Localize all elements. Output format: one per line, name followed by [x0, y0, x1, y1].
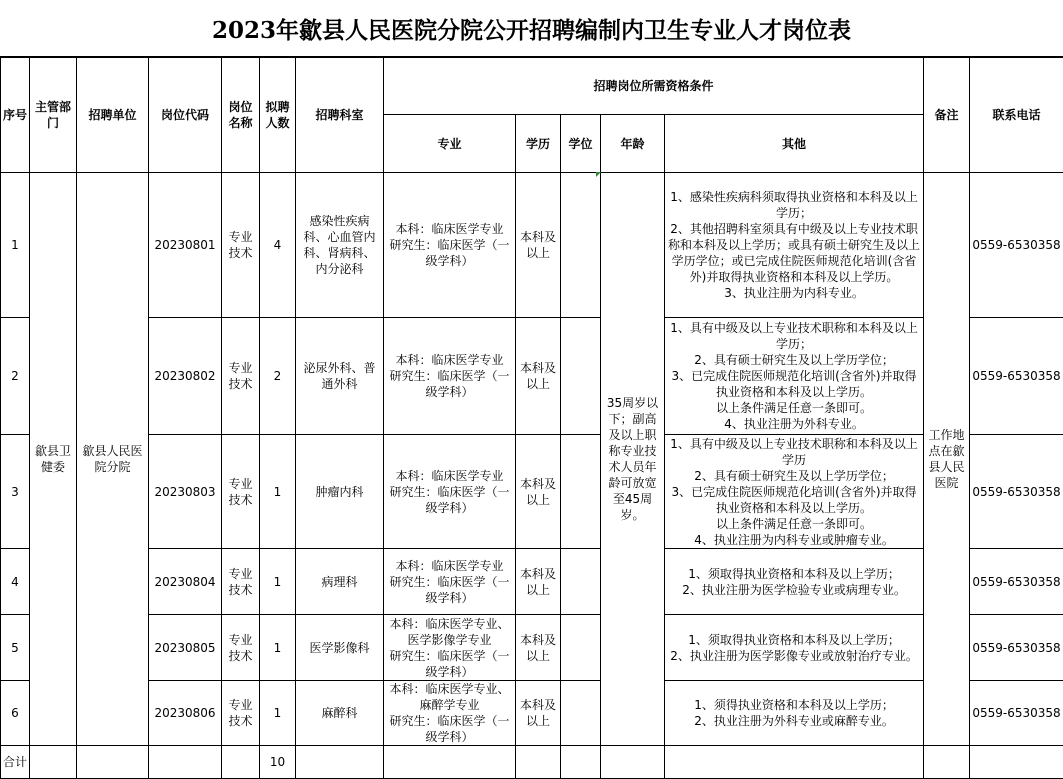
row-major: 本科：临床医学专业、医学影像学专业 研究生：临床医学（一级学科）	[384, 615, 516, 681]
header-remark: 备注	[924, 58, 970, 173]
row-position: 专业技术	[222, 681, 260, 746]
row-code: 20230802	[149, 318, 222, 435]
row-position: 专业技术	[222, 615, 260, 681]
row-edu: 本科及以上	[516, 681, 561, 746]
row-phone: 0559-6530358	[970, 549, 1063, 615]
row-degree	[561, 549, 601, 615]
row-edu: 本科及以上	[516, 318, 561, 435]
row-count: 4	[260, 173, 296, 318]
row-count: 1	[260, 549, 296, 615]
header-degree: 学位	[561, 115, 601, 173]
row-major: 本科：临床医学专业 研究生：临床医学（一级学科）	[384, 549, 516, 615]
row-seq: 3	[1, 435, 30, 549]
row-position: 专业技术	[222, 173, 260, 318]
row-major: 本科：临床医学专业 研究生：临床医学（一级学科）	[384, 435, 516, 549]
position-table	[0, 57, 1063, 779]
total-row	[1, 746, 1063, 779]
row-code: 20230804	[149, 549, 222, 615]
row-office: 麻醉科	[296, 681, 384, 746]
row-other: 1、具有中级及以上专业技术职称和本科及以上学历 2、具有硕士研究生及以上学历学位； 3、已完成住院医师规范化培训(含省外)并取得执业资格和本科及以上学历。 以上条件满足任意一条即可。 4、执业注册为内科专业或肿瘤专业。	[665, 435, 924, 549]
header-count: 拟聘人数	[260, 58, 296, 173]
row-count: 1	[260, 681, 296, 746]
row-seq: 4	[1, 549, 30, 615]
table-row	[1, 549, 1063, 615]
row-office: 医学影像科	[296, 615, 384, 681]
row-degree	[561, 615, 601, 681]
row-position: 专业技术	[222, 549, 260, 615]
row-edu: 本科及以上	[516, 549, 561, 615]
row-phone: 0559-6530358	[970, 173, 1063, 318]
row-edu: 本科及以上	[516, 615, 561, 681]
header-age: 年龄	[601, 115, 665, 173]
row-seq: 5	[1, 615, 30, 681]
row-seq: 2	[1, 318, 30, 435]
header-office: 招聘科室	[296, 58, 384, 173]
table-row	[1, 318, 1063, 435]
row-phone: 0559-6530358	[970, 435, 1063, 549]
row-office: 肿瘤内科	[296, 435, 384, 549]
row-degree	[561, 318, 601, 435]
row-other: 1、感染性疾病科须取得执业资格和本科及以上学历； 2、其他招聘科室须具有中级及以上专业技术职称和本科及以上学历；或具有硕士研究生及以上学历学位；或已完成住院医师规范化培训(含省外)并取得执业资格和本科及以上学历。 3、执业注册为内科专业。	[665, 173, 924, 318]
header-position-name: 岗位名称	[222, 58, 260, 173]
header-major: 专业	[384, 115, 516, 173]
row-other: 1、须取得执业资格和本科及以上学历； 2、执业注册为医学影像专业或放射治疗专业。	[665, 615, 924, 681]
row-code: 20230805	[149, 615, 222, 681]
header-row-1	[1, 58, 1063, 115]
header-unit: 招聘单位	[77, 58, 149, 173]
total-label: 合计	[1, 746, 30, 779]
header-phone: 联系电话	[970, 58, 1063, 173]
row-count: 1	[260, 615, 296, 681]
header-code: 岗位代码	[149, 58, 222, 173]
header-edu: 学历	[516, 115, 561, 173]
row-other: 1、须取得执业资格和本科及以上学历； 2、执业注册为医学检验专业或病理专业。	[665, 549, 924, 615]
header-other: 其他	[665, 115, 924, 173]
age-cell: 35周岁以下；副高及以上职称专业技术人员年龄可放宽至45周岁。	[601, 173, 665, 746]
row-major: 本科：临床医学专业、麻醉学专业 研究生：临床医学（一级学科）	[384, 681, 516, 746]
table-row	[1, 173, 1063, 318]
cell-comment-marker	[596, 172, 601, 177]
total-count: 10	[260, 746, 296, 779]
row-phone: 0559-6530358	[970, 615, 1063, 681]
row-code: 20230803	[149, 435, 222, 549]
row-degree	[561, 435, 601, 549]
row-phone: 0559-6530358	[970, 318, 1063, 435]
row-seq: 6	[1, 681, 30, 746]
row-count: 2	[260, 318, 296, 435]
row-other: 1、须得执业资格和本科及以上学历； 2、执业注册为外科专业或麻醉专业。	[665, 681, 924, 746]
remark-cell: 工作地点在歙县人民医院	[924, 173, 970, 746]
row-edu: 本科及以上	[516, 435, 561, 549]
row-edu: 本科及以上	[516, 173, 561, 318]
row-major: 本科：临床医学专业 研究生：临床医学（一级学科）	[384, 173, 516, 318]
unit-cell: 歙县人民医院分院	[77, 173, 149, 746]
row-position: 专业技术	[222, 318, 260, 435]
row-degree	[561, 681, 601, 746]
table-row	[1, 681, 1063, 746]
header-dept: 主管部门	[30, 58, 77, 173]
row-seq: 1	[1, 173, 30, 318]
table-row	[1, 435, 1063, 549]
row-degree	[561, 173, 601, 318]
row-code: 20230801	[149, 173, 222, 318]
header-conditions: 招聘岗位所需资格条件	[384, 58, 924, 115]
row-office: 病理科	[296, 549, 384, 615]
row-phone: 0559-6530358	[970, 681, 1063, 746]
row-major: 本科：临床医学专业 研究生：临床医学（一级学科）	[384, 318, 516, 435]
row-office: 感染性疾病科、心血管内科、肾病科、内分泌科	[296, 173, 384, 318]
header-seq: 序号	[1, 58, 30, 173]
table-row	[1, 615, 1063, 681]
row-other: 1、具有中级及以上专业技术职称和本科及以上学历； 2、具有硕士研究生及以上学历学位； 3、已完成住院医师规范化培训(含省外)并取得执业资格和本科及以上学历。 以上条件满足任意一条即可。 4、执业注册为外科专业。	[665, 318, 924, 435]
row-code: 20230806	[149, 681, 222, 746]
row-office: 泌尿外科、普通外科	[296, 318, 384, 435]
row-count: 1	[260, 435, 296, 549]
page-title: 2023年歙县人民医院分院公开招聘编制内卫生专业人才岗位表	[0, 0, 1063, 57]
row-position: 专业技术	[222, 435, 260, 549]
dept-cell: 歙县卫健委	[30, 173, 77, 746]
